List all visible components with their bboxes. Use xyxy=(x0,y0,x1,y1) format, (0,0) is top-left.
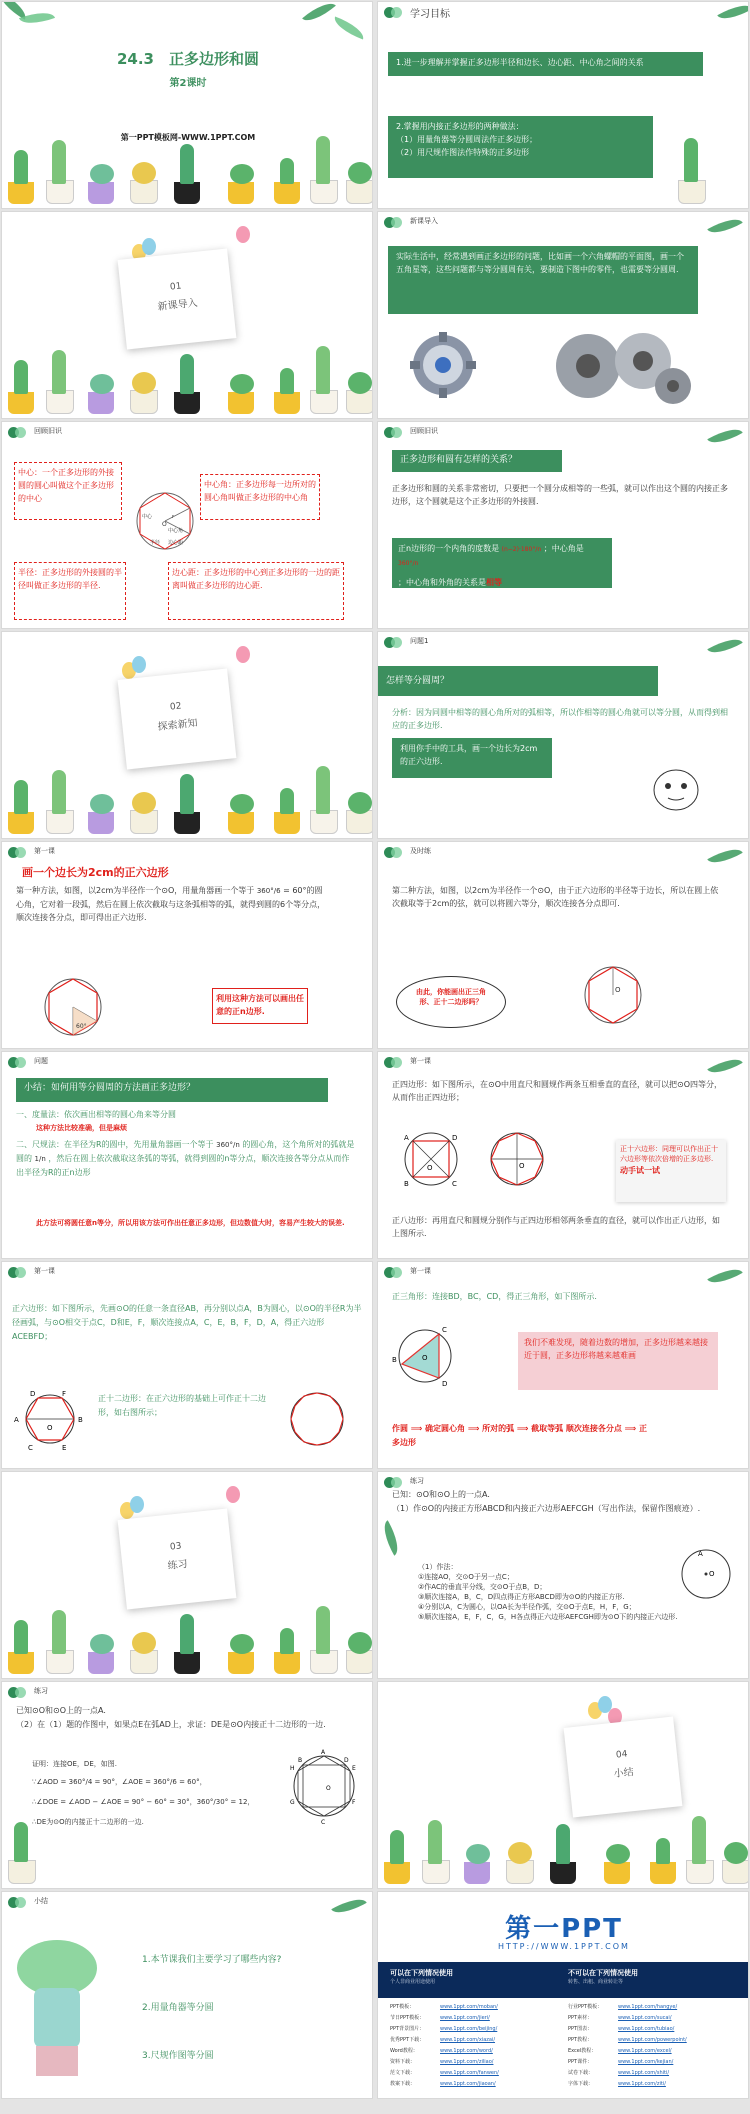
label-b: B xyxy=(78,1416,83,1424)
label-b: B xyxy=(404,1180,409,1188)
task-text: 利用你手中的工具，画一个边长为2cm的正六边形. xyxy=(400,744,538,766)
link-label: PPT素材： xyxy=(568,2015,593,2021)
slide-subtitle: 第2课时 xyxy=(169,78,207,89)
note-box xyxy=(212,988,308,1024)
apothem-definition: 边心距：正多边形的中心到正多边形的一边的距离叫做正多边形的边心距. xyxy=(172,568,340,590)
link-url[interactable]: www.1ppt.com/hangye/ xyxy=(618,2004,678,2010)
links-body xyxy=(378,1998,749,2099)
ruler-method-fraction-1: 360°/n xyxy=(216,1141,240,1149)
label-d: D xyxy=(344,1757,349,1764)
cactus-pots-decoration xyxy=(2,1608,372,1678)
hexagon-figure xyxy=(38,974,108,1040)
ruler-method-fraction-1-num: 360° xyxy=(216,1141,233,1149)
pot-decoration xyxy=(678,180,706,204)
header-label: 问题 xyxy=(34,1057,48,1065)
slide-goals[interactable] xyxy=(377,1,749,209)
label-d: D xyxy=(442,1380,448,1388)
forbidden-subtitle: 转售、出租、商业转让等 xyxy=(568,1979,624,1985)
link-row[interactable] xyxy=(390,2079,560,2090)
header-label: 学习目标 xyxy=(410,9,450,20)
label-a: A xyxy=(698,1550,703,1558)
slide-main-title: 24.3 正多边形和圆 xyxy=(116,50,259,68)
header-label: 练习 xyxy=(410,1477,424,1485)
label-b: B xyxy=(298,1757,303,1764)
balloon-decoration xyxy=(132,656,146,673)
label-c: C xyxy=(452,1180,457,1188)
ruler-method-fraction-2-den: n xyxy=(41,1155,46,1163)
figure-label-center: 中心 xyxy=(142,514,153,520)
slide-exercise-2[interactable] xyxy=(1,1681,373,1889)
ruler-method-part-b: 的圆心角，这个角所对的弧就是圆的 xyxy=(16,1140,355,1163)
leaf-decoration xyxy=(707,422,742,449)
label-a: A xyxy=(404,1134,409,1142)
formula-label-1: 正n边形的一个内角的度数是 xyxy=(398,544,500,553)
link-url[interactable]: www.1ppt.com/moban/ xyxy=(440,2004,498,2010)
header-bar xyxy=(378,842,578,862)
step-item: ②作AC的垂直平分线，交⊙O于点B，D； xyxy=(418,1583,547,1591)
slide-hexagon-ruler[interactable] xyxy=(1,1261,373,1469)
hexagon-text: 正六边形：如下图所示，先画⊙O的任意一条直径AB，再分别以点A，B为圆心，以⊙O的半径R为半径画弧，与⊙O相交于点C，D和E，F，顺次连接点A，C，E，B，F，D，A，得正六边形ACEBFD； xyxy=(12,1304,362,1341)
header-label: 练习 xyxy=(34,1687,48,1695)
cactus-pots-decoration xyxy=(378,1818,748,1888)
balloon-decoration xyxy=(130,1496,144,1513)
header-bar xyxy=(2,1052,202,1072)
speech-bubble-text: 由此，你能画出正三角形、正十二边形吗？ xyxy=(416,988,486,1006)
task-box xyxy=(392,738,552,778)
proof-line-4: ∴DE为⊙O的内接正十二边形的一边. xyxy=(32,1818,144,1826)
link-label: 节日PPT模板： xyxy=(390,2015,425,2021)
speech-bubble xyxy=(396,976,506,1028)
slide-triangle[interactable] xyxy=(377,1261,749,1469)
link-label: Excel教程： xyxy=(568,2048,597,2054)
section-card xyxy=(118,1508,237,1609)
link-url[interactable]: www.1ppt.com/excel/ xyxy=(618,2048,672,2054)
cactus-pots-decoration xyxy=(2,768,372,838)
step-item: ①连接AO，交⊙O于另一点C； xyxy=(418,1573,514,1581)
link-url[interactable]: www.1ppt.com/beijing/ xyxy=(440,2026,498,2032)
link-url[interactable]: www.1ppt.com/xiazai/ xyxy=(440,2037,496,2043)
balloon-decoration xyxy=(236,646,250,663)
link-url[interactable]: www.1ppt.com/word/ xyxy=(440,2048,493,2054)
link-label: 范文下载： xyxy=(390,2070,416,2076)
formula-box xyxy=(392,538,612,588)
exercise-figure xyxy=(284,1746,364,1826)
dodecagon-text: 正十二边形：在正六边形的基础上可作正十二边形，如右图所示； xyxy=(98,1394,266,1417)
link-label: PPT背景图片： xyxy=(390,2026,425,2032)
label-a: A xyxy=(321,1749,326,1756)
slide-relation[interactable] xyxy=(377,421,749,629)
formula-label-2: ；中心角是 xyxy=(543,544,584,553)
leaf-decoration xyxy=(302,1,336,28)
header-bar xyxy=(378,2,578,22)
leaf-decoration xyxy=(717,1,749,26)
cactus-pots-decoration xyxy=(2,138,372,208)
balloon-decoration xyxy=(142,238,156,255)
header-label: 问题1 xyxy=(410,637,429,645)
summary-item-3: 3.尺规作图等分圆 xyxy=(142,2051,214,2061)
link-url[interactable]: www.1ppt.com/jieri/ xyxy=(440,2015,490,2021)
slide-section-04[interactable] xyxy=(377,1681,749,1889)
link-url[interactable]: www.1ppt.com/jiaoan/ xyxy=(440,2081,496,2087)
octagon-figure xyxy=(482,1124,552,1194)
measure-method: 一、度量法：依次画出相等的圆心角来等分圆 xyxy=(16,1110,176,1119)
link-row[interactable] xyxy=(568,2079,738,2090)
header-bar xyxy=(2,1892,202,1912)
logo-text: 第一PPT xyxy=(505,1914,623,1944)
slide-exercise-1[interactable] xyxy=(377,1471,749,1679)
ruler-method-fraction-1-den: n xyxy=(235,1141,240,1149)
section-title: 练习 xyxy=(167,1558,189,1572)
question-text: 正多边形和圆有怎样的关系？ xyxy=(400,455,518,465)
slide-question-1[interactable] xyxy=(377,631,749,839)
ruler-method-fraction-2: 1/n xyxy=(34,1155,46,1163)
sixteen-gon-text: 正十六边形：同理可以作出正十六边形等依次倍增的正多边形. xyxy=(620,1145,718,1163)
header-label: 回顾旧识 xyxy=(410,427,438,435)
method-1-part-a: 第一种方法，如图，以2cm为半径作一个⊙O，用量角器画一个等于 xyxy=(16,886,255,895)
link-label: 试卷下载： xyxy=(568,2070,594,2076)
interior-angle-formula: (n−2)·180°/n xyxy=(501,546,542,553)
question-text: 怎样等分圆周？ xyxy=(386,676,450,686)
dodecagon-figure xyxy=(282,1386,352,1452)
gear-part-image xyxy=(408,330,478,400)
left-links-list xyxy=(390,2002,560,2090)
section-title: 新课导入 xyxy=(157,297,199,314)
header-bar xyxy=(2,422,202,442)
polygon-circle-figure xyxy=(132,488,198,554)
header-bar xyxy=(2,1262,202,1282)
forbidden-title: 不可以在下列情况使用 xyxy=(568,1969,638,1977)
method-1-part-b: = 60°的圆心角，它对着一段弧，然后在圆上依次截取与这条弧相等的弧，就得到圆的6个等分点，顺次连接各分点，即可得出正六边形. xyxy=(16,886,326,922)
slide-summary-method[interactable] xyxy=(1,1051,373,1259)
analysis-text: 分析：因为同圆中相等的圆心角所对的弧相等，所以作相等的圆心角就可以等分圆，从而得到相应的正多边形. xyxy=(392,708,728,730)
goal-2-item-a: （1）用量角器等分圆周法作正多边形； xyxy=(396,135,538,144)
octagon-text: 正八边形：再用直尺和圆规分别作与正四边形相邻两条垂直的直径，就可以作出正八边形，如上图所示. xyxy=(392,1216,720,1238)
pot-decoration xyxy=(8,1860,36,1884)
slide-section-03[interactable] xyxy=(1,1471,373,1679)
central-angle-denominator: n xyxy=(414,560,419,567)
section-title: 探索新知 xyxy=(157,717,199,734)
exercise-question-2: （2）在（1）题的作图中，如果点E在弧AD上，求证：DE是⊙O内接正十二边形的一边. xyxy=(16,1720,326,1729)
link-row[interactable] xyxy=(568,2046,738,2057)
allowed-subtitle: 个人非商业用途使用 xyxy=(390,1979,436,1985)
link-row[interactable] xyxy=(390,2002,560,2013)
goal-2-title: 2.掌握用内接正多边形的两种做法： xyxy=(396,122,524,131)
ruler-method xyxy=(16,1138,356,1179)
measure-method-note: 这种方法比较准确，但是麻烦 xyxy=(36,1124,127,1132)
formula-label-3: ；中心角和外角的关系是 xyxy=(398,578,486,587)
center-angle-definition: 中心角：正多边形每一边所对的圆心角叫做正多边形的中心角 xyxy=(204,480,316,502)
step-item: ⑤顺次连接A，E，F，C，G，H各点得正六边形AEFCGH即为⊙O下的内接正六边形. xyxy=(418,1613,678,1621)
center-angle-definition-box xyxy=(200,474,320,520)
section-number: 03 xyxy=(169,1541,182,1553)
square-text: 正四边形：如下图所示，在⊙O中用直尺和圆规作两条互相垂直的直径，就可以把⊙O四等分，从而作出正四边形； xyxy=(392,1080,722,1102)
header-label: 第一课 xyxy=(410,1057,431,1065)
link-row[interactable] xyxy=(568,2068,738,2079)
slide-section-01[interactable] xyxy=(1,211,373,419)
section-card xyxy=(118,668,237,769)
leaf-decoration xyxy=(707,212,742,239)
steps-list xyxy=(418,1562,748,1622)
method-2-text: 第二种方法，如图，以2cm为半径作一个⊙O，由于正六边形的半径等于边长，所以在圆上依次截取等于2cm的弦，就可以将圆六等分，顺次连接各分点即可. xyxy=(392,886,719,908)
link-url[interactable]: www.1ppt.com/shiti/ xyxy=(618,2070,670,2076)
note-text: 利用这种方法可以画出任意的正n边形. xyxy=(216,994,304,1016)
link-row[interactable] xyxy=(568,2002,738,2013)
relation-text: 正多边形和圆的关系非常密切，只要把一个圆分成相等的一些弧，就可以作出这个圆的内接正多边形，这个圆就是这个正多边形的外接圆. xyxy=(392,484,728,506)
slide-review-defs[interactable] xyxy=(1,421,373,629)
link-row[interactable] xyxy=(390,2068,560,2079)
balloon-decoration xyxy=(226,1486,240,1503)
intro-box xyxy=(388,246,698,314)
central-angle-formula: 360°/n xyxy=(398,560,419,567)
header-label: 新课导入 xyxy=(410,217,438,225)
link-label: PPT图表： xyxy=(568,2026,593,2032)
link-label: 字体下载： xyxy=(568,2081,594,2087)
leaf-decoration xyxy=(707,632,742,659)
leaf-decoration xyxy=(707,1262,742,1289)
leaf-decoration xyxy=(707,1052,742,1079)
slide-method-2[interactable] xyxy=(377,841,749,1049)
step-item: （1）作法： xyxy=(418,1563,458,1571)
header-bar xyxy=(378,1052,578,1072)
header-label: 第一课 xyxy=(34,1267,55,1275)
section-card xyxy=(118,248,237,349)
figure-label-o: O xyxy=(615,986,621,994)
radius-definition-box xyxy=(14,562,126,620)
header-label: 及时练 xyxy=(410,847,431,855)
label-e: E xyxy=(352,1765,356,1772)
header-label: 第一课 xyxy=(34,847,55,855)
cactus-decoration xyxy=(684,138,698,182)
section-number: 04 xyxy=(615,1749,628,1761)
process-flow: 作圆 ⟹ 确定圆心角 ⟹ 所对的弧 ⟹ 截取等弧 顺次连接各分点 ⟹ 正多边形 xyxy=(392,1424,647,1447)
triangle-text: 正三角形：连接BD，BC，CD，得正三角形，如下图所示. xyxy=(392,1292,597,1301)
goal-2-item-b: （2）用尺规作图法作特殊的正多边形 xyxy=(396,148,530,157)
link-label: PPT课件： xyxy=(568,2059,593,2065)
logo-url: HTTP://WWW.1PPT.COM xyxy=(498,1942,630,1951)
label-o: O xyxy=(519,1162,525,1170)
observation-box xyxy=(518,1332,718,1390)
center-definition-box xyxy=(14,462,122,520)
label-c: C xyxy=(321,1819,326,1826)
link-url[interactable]: www.1ppt.com/kejian/ xyxy=(618,2059,674,2065)
section-number: 01 xyxy=(169,281,182,293)
label-o: O xyxy=(709,1570,715,1578)
question-text: 小结：如何用等分圆周的方法画正多边形？ xyxy=(24,1083,196,1093)
section-number: 02 xyxy=(169,701,182,713)
proof-line-1: 证明：连接OE，DE，如图. xyxy=(32,1760,117,1768)
figure-label-apothem: 边心距 xyxy=(168,540,184,546)
angle-label: 60° xyxy=(76,1023,87,1030)
sixteen-gon-card xyxy=(616,1140,726,1202)
label-o: O xyxy=(47,1424,53,1432)
header-bar xyxy=(2,842,202,862)
method-1-fraction-num: 360° xyxy=(256,887,274,895)
cactus-decoration xyxy=(14,1822,28,1862)
link-url[interactable]: www.1ppt.com/tubiao/ xyxy=(618,2026,675,2032)
exercise-question-1: （1）作⊙O的内接正方形ABCD和内接正六边形AEFCGH（写出作法，保留作图痕迹）. xyxy=(392,1504,701,1513)
cactus-illustration xyxy=(12,1928,102,2088)
section-title: 小结 xyxy=(613,1766,635,1780)
label-o: O xyxy=(422,1354,428,1362)
proof-line-2: ∵∠AOD = 360°/4 = 90°，∠AOE = 360°/6 = 60°， xyxy=(32,1778,207,1786)
method-title: 画一个边长为2cm的正六边形 xyxy=(22,866,169,879)
summary-item-1: 1.本节课我们主要学习了哪些内容? xyxy=(142,1955,282,1965)
link-row[interactable] xyxy=(568,2013,738,2024)
link-url[interactable]: www.1ppt.com/fanwen/ xyxy=(440,2070,499,2076)
header-bar xyxy=(2,1682,202,1702)
hexagon-ruler-figure xyxy=(12,1386,88,1452)
ruler-method-note: 此方法可将圆任意n等分，所以用该方法可作出任意正多边形，但边数值大时，容易产生较大的误差. xyxy=(36,1219,345,1227)
leaf-decoration xyxy=(19,7,55,30)
figure-label-o: O xyxy=(162,521,167,528)
slide-title[interactable] xyxy=(1,1,373,209)
right-links-list xyxy=(568,2002,738,2090)
label-b: B xyxy=(392,1356,397,1364)
header-bar xyxy=(378,1262,578,1282)
ruler-method-part-c: ，然后在圆上依次截取这条弧的等弧，就得到圆的n等分点，顺次连接各等分点从而作出半径为R的正n边形 xyxy=(16,1154,350,1177)
label-h: H xyxy=(290,1765,295,1772)
slide-method-1[interactable] xyxy=(1,841,373,1049)
question-box xyxy=(392,450,562,472)
gears-image xyxy=(548,326,698,406)
cartoon-question-figure xyxy=(646,762,706,816)
step-item: ④分别以A，C为圆心，以OA长为半径作弧，交⊙O于点E，H，F，G； xyxy=(418,1603,636,1611)
header-label: 回顾旧识 xyxy=(34,427,62,435)
leaf-decoration xyxy=(377,1520,404,1555)
apothem-definition-box xyxy=(168,562,344,620)
interior-angle-numerator: (n−2)·180° xyxy=(501,546,536,553)
relation-answer: 相等 xyxy=(486,578,502,587)
link-url[interactable]: www.1ppt.com/powerpoint/ xyxy=(618,2037,687,2043)
label-c: C xyxy=(442,1326,447,1334)
leaf-decoration xyxy=(331,1892,366,1919)
link-row[interactable] xyxy=(390,2035,560,2046)
goal-1-box xyxy=(388,52,703,76)
header-bar xyxy=(378,632,578,652)
link-label: 行业PPT模板： xyxy=(568,2004,603,2010)
leaf-decoration xyxy=(707,842,742,869)
method-1-fraction: 360°/6 xyxy=(256,887,281,895)
link-label: 教案下载： xyxy=(390,2081,416,2087)
exercise-given: 已知⊙O和⊙O上的一点A. xyxy=(16,1706,106,1715)
question-box xyxy=(378,666,658,696)
label-f: F xyxy=(62,1390,67,1398)
method-1-text xyxy=(16,884,328,924)
link-label: PPT模板： xyxy=(390,2004,415,2010)
links-panel xyxy=(378,1962,749,2099)
label-a: A xyxy=(14,1416,19,1424)
link-row[interactable] xyxy=(568,2035,738,2046)
ruler-method-fraction-2-num: 1 xyxy=(34,1155,40,1163)
header-label: 第一课 xyxy=(410,1267,431,1275)
goal-2-box xyxy=(388,116,653,178)
label-o: O xyxy=(326,1785,331,1792)
link-url[interactable]: www.1ppt.com/ziti/ xyxy=(618,2081,666,2087)
label-g: G xyxy=(290,1799,295,1806)
link-label: 优秀PPT下载： xyxy=(390,2037,425,2043)
slide-section-02[interactable] xyxy=(1,631,373,839)
label-c: C xyxy=(28,1444,33,1452)
link-label: PPT教程： xyxy=(568,2037,593,2043)
question-box xyxy=(16,1078,328,1102)
section-card xyxy=(564,1716,683,1817)
link-row[interactable] xyxy=(568,2024,738,2035)
leaf-decoration xyxy=(331,17,367,40)
figure-label-angle: 中心角 xyxy=(168,528,184,534)
label-e: E xyxy=(62,1444,67,1452)
link-label: 资料下载： xyxy=(390,2059,416,2065)
figure-label-radius: 半径 xyxy=(150,540,161,546)
link-row[interactable] xyxy=(390,2057,560,2068)
cactus-pots-decoration xyxy=(2,348,372,418)
interior-angle-denominator: n xyxy=(537,546,542,553)
balloon-decoration xyxy=(236,226,250,243)
link-row[interactable] xyxy=(568,2057,738,2068)
step-item: ③顺次连接A，B，C，D四点得正方形ABCD即为⊙O的内接正方形. xyxy=(418,1593,625,1601)
figure-label-r: r xyxy=(172,514,175,520)
allowed-title: 可以在下列情况使用 xyxy=(390,1969,453,1977)
hexagon-figure-2 xyxy=(578,960,648,1030)
link-url[interactable]: www.1ppt.com/ziliao/ xyxy=(440,2059,494,2065)
exercise-given: 已知：⊙O和⊙O上的一点A. xyxy=(392,1490,490,1499)
label-o: O xyxy=(427,1164,433,1172)
proof-line-3: ∴∠DOE = ∠AOD − ∠AOE = 90° − 60° = 30°，360°/30° = 12， xyxy=(32,1798,255,1806)
goal-1-text: 1.进一步理解并掌握正多边形半径和边长、边心距、中心角之间的关系 xyxy=(396,58,644,67)
ruler-method-part-a: 二、尺规法：在半径为R的圆中，先用量角器画一个等于 xyxy=(16,1140,214,1149)
summary-item-2: 2.用量角器等分圆 xyxy=(142,2003,214,2013)
label-d: D xyxy=(30,1390,36,1398)
brand-text: 第一PPT模板网-WWW.1PPT.COM xyxy=(120,133,256,142)
label-f: F xyxy=(352,1799,356,1806)
triangle-figure xyxy=(392,1320,458,1390)
header-bar xyxy=(378,212,578,232)
link-url[interactable]: www.1ppt.com/sucai/ xyxy=(618,2015,672,2021)
link-label: Word教程： xyxy=(390,2048,418,2054)
link-row[interactable] xyxy=(390,2013,560,2024)
logo-area xyxy=(378,1892,749,1962)
square-figure xyxy=(396,1124,466,1194)
slide-summary[interactable] xyxy=(1,1891,373,2099)
header-label: 小结 xyxy=(34,1897,48,1905)
radius-definition: 半径：正多边形的外接圆的半径叫做正多边形的半径. xyxy=(18,568,122,590)
slide-intro[interactable] xyxy=(377,211,749,419)
label-d: D xyxy=(452,1134,458,1142)
header-bar xyxy=(378,422,578,442)
try-it-label: 动手试一试 xyxy=(620,1166,660,1175)
intro-text: 实际生活中，经常遇到画正多边形的问题，比如画一个六角螺帽的平面图，画一个五角星等，这些问题都与等分圆周有关，要制造下图中的零件，也需要等分圆周. xyxy=(396,252,684,274)
slide-copyright[interactable] xyxy=(377,1891,749,2099)
observation-text: 我们不难发现，随着边数的增加，正多边形越来越接近于圆，正多边形将越来越难画 xyxy=(524,1338,708,1360)
link-row[interactable] xyxy=(390,2024,560,2035)
central-angle-numerator: 360° xyxy=(398,560,413,567)
slide-square-octagon[interactable] xyxy=(377,1051,749,1259)
link-row[interactable] xyxy=(390,2046,560,2057)
method-1-fraction-den: 6 xyxy=(276,887,281,895)
center-definition: 中心：一个正多边形的外接圆的圆心叫做这个正多边形的中心 xyxy=(18,468,114,503)
